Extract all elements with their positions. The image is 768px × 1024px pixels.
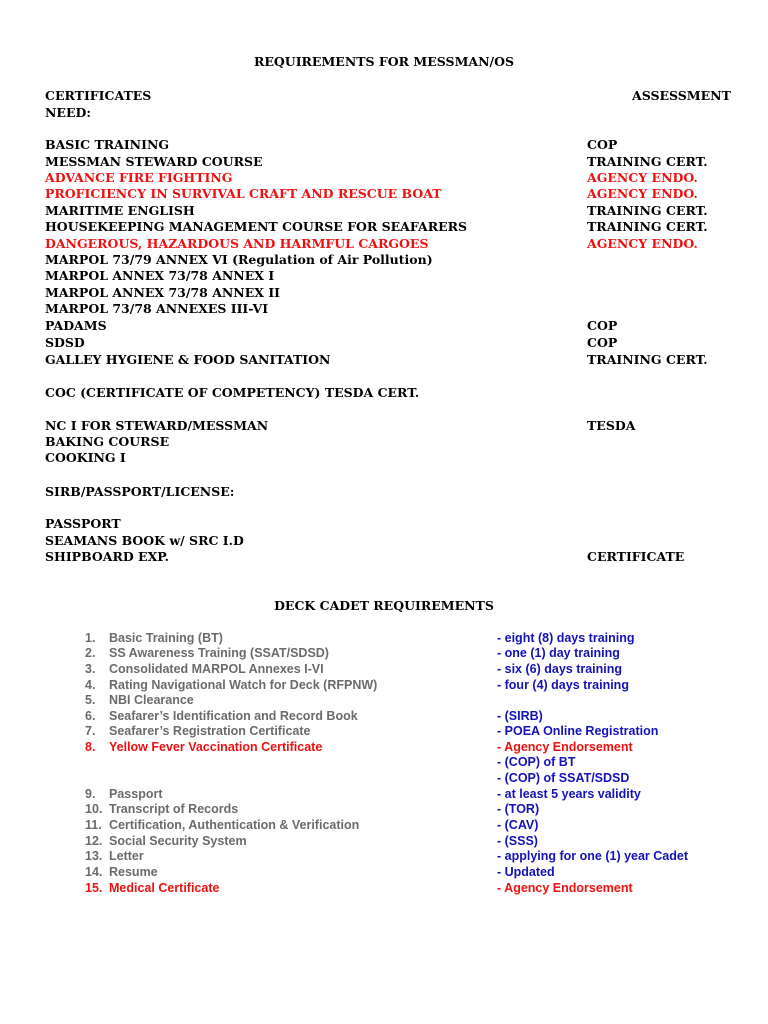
deck-item-label: Medical Certificate — [109, 881, 220, 895]
cert-row-assessment: AGENCY ENDO. — [587, 236, 698, 251]
deck-item-label: Certification, Authentication & Verification — [109, 818, 360, 832]
deck-item-number: 8. — [85, 740, 96, 754]
deck-item-note: - one (1) day training — [497, 646, 620, 660]
deck-item-label: Rating Navigational Watch for Deck (RFPNW) — [109, 678, 378, 692]
cert-row-assessment: COP — [587, 335, 618, 350]
deck-item-note: - (COP) of SSAT/SDSD — [497, 771, 630, 785]
need-label: NEED: — [45, 105, 91, 120]
deck-item-note: - (TOR) — [497, 802, 540, 816]
cert-row-label: BASIC TRAINING — [45, 137, 170, 152]
cert-row-label: HOUSEKEEPING MANAGEMENT COURSE FOR SEAFARERS — [45, 219, 468, 234]
cert-row-label: SDSD — [45, 335, 85, 350]
deck-item-number: 1. — [85, 631, 96, 645]
cert-row-assessment: TRAINING CERT. — [587, 219, 708, 234]
sirb-heading: SIRB/PASSPORT/LICENSE: — [45, 484, 235, 499]
cert-row-assessment: COP — [587, 318, 618, 333]
deck-item-label: Yellow Fever Vaccination Certificate — [109, 740, 323, 754]
deck-cadet-title: DECK CADET REQUIREMENTS — [274, 598, 494, 613]
deck-item-label: Seafarer’s Registration Certificate — [109, 724, 311, 738]
deck-item-note: - (CAV) — [497, 818, 539, 832]
deck-item-number: 2. — [85, 646, 96, 660]
deck-item-number: 14. — [85, 865, 103, 879]
deck-item-label: Seafarer’s Identification and Record Book — [109, 709, 358, 723]
deck-item-label: Transcript of Records — [109, 802, 239, 816]
cert-row-label: PROFICIENCY IN SURVIVAL CRAFT AND RESCUE BOAT — [45, 186, 442, 201]
deck-item-label: SS Awareness Training (SSAT/SDSD) — [109, 646, 329, 660]
coc-row-label: NC I FOR STEWARD/MESSMAN — [45, 418, 269, 433]
deck-item-note: - (SIRB) — [497, 709, 543, 723]
deck-item-number: 4. — [85, 678, 96, 692]
sirb-row-label: SHIPBOARD EXP. — [45, 549, 169, 564]
deck-item-note: - Agency Endorsement — [497, 881, 633, 895]
deck-item-note: - Updated — [497, 865, 555, 879]
cert-row-label: MARPOL ANNEX 73/78 ANNEX II — [45, 285, 281, 300]
cert-row-label: PADAMS — [45, 318, 107, 333]
deck-item-number: 9. — [85, 787, 96, 801]
deck-item-note: - applying for one (1) year Cadet — [497, 849, 689, 863]
cert-row-label: MARPOL 73/79 ANNEX VI (Regulation of Air Pollution) — [45, 252, 433, 267]
deck-item-number: 12. — [85, 834, 103, 848]
coc-heading: COC (CERTIFICATE OF COMPETENCY) TESDA CERT. — [45, 385, 420, 400]
deck-item-label: Passport — [109, 787, 163, 801]
deck-item-note: - four (4) days training — [497, 678, 629, 692]
deck-item-number: 5. — [85, 693, 96, 707]
cert-row-label: MESSMAN STEWARD COURSE — [45, 154, 263, 169]
deck-item-label: Consolidated MARPOL Annexes I-VI — [109, 662, 324, 676]
sirb-row-label: SEAMANS BOOK w/ SRC I.D — [45, 533, 244, 548]
deck-item-label: Social Security System — [109, 834, 247, 848]
deck-item-number: 15. — [85, 881, 103, 895]
deck-item-label: Basic Training (BT) — [109, 631, 223, 645]
page-title: REQUIREMENTS FOR MESSMAN/OS — [253, 54, 515, 69]
deck-item-number: 6. — [85, 709, 96, 723]
certificates-heading: CERTIFICATES — [45, 88, 152, 103]
coc-row-label: COOKING I — [45, 450, 126, 465]
deck-item-note: - at least 5 years validity — [497, 787, 641, 801]
deck-item-number: 3. — [85, 662, 96, 676]
deck-item-number: 10. — [85, 802, 103, 816]
deck-item-number: 11. — [85, 818, 102, 832]
cert-row-assessment: TRAINING CERT. — [587, 154, 708, 169]
cert-row-label: MARPOL 73/78 ANNEXES III-VI — [45, 301, 269, 316]
cert-row-label: MARPOL ANNEX 73/78 ANNEX I — [45, 268, 275, 283]
coc-row-label: BAKING COURSE — [45, 434, 170, 449]
deck-item-number: 13. — [85, 849, 103, 863]
deck-item-label: NBI Clearance — [109, 693, 194, 707]
deck-item-note: - POEA Online Registration — [497, 724, 659, 738]
cert-row-assessment: TRAINING CERT. — [587, 203, 708, 218]
cert-row-assessment: COP — [587, 137, 618, 152]
cert-row-label: ADVANCE FIRE FIGHTING — [45, 170, 233, 185]
assessment-heading: ASSESSMENT — [632, 88, 731, 103]
deck-item-label: Letter — [109, 849, 144, 863]
sirb-row-label: PASSPORT — [45, 516, 121, 531]
cert-row-label: MARITIME ENGLISH — [45, 203, 195, 218]
cert-row-assessment: AGENCY ENDO. — [587, 170, 698, 185]
deck-item-note: - (COP) of BT — [497, 755, 576, 769]
cert-row-label: GALLEY HYGIENE & FOOD SANITATION — [45, 352, 331, 367]
deck-item-number: 7. — [85, 724, 96, 738]
sirb-row-assessment: CERTIFICATE — [587, 549, 685, 564]
deck-item-label: Resume — [109, 865, 158, 879]
cert-row-assessment: AGENCY ENDO. — [587, 186, 698, 201]
coc-row-assessment: TESDA — [587, 418, 636, 433]
cert-row-assessment: TRAINING CERT. — [587, 352, 708, 367]
cert-row-label: DANGEROUS, HAZARDOUS AND HARMFUL CARGOES — [45, 236, 429, 251]
deck-item-note: - Agency Endorsement — [497, 740, 633, 754]
deck-item-note: - eight (8) days training — [497, 631, 635, 645]
deck-item-note: - (SSS) — [497, 834, 538, 848]
deck-item-note: - six (6) days training — [497, 662, 623, 676]
